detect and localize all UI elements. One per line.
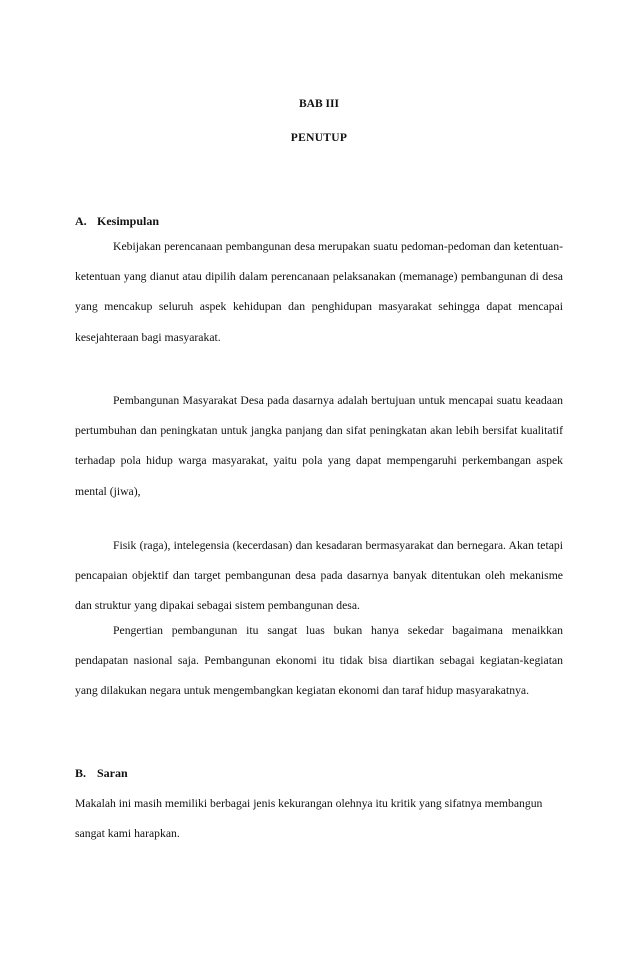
paragraph: Pengertian pembangunan itu sangat luas bukan hanya sekedar bagaimana menaikkan pendapatan nasional saja. Pembangunan ekonomi itu tidak bisa diartikan sebagai kegiatan-kegiatan yang dilakukan negara untuk mengembangkan kegiatan ekonomi dan taraf hidup masyarakatnya. (75, 624, 563, 698)
section-heading-kesimpulan (75, 214, 159, 229)
section-heading-saran (75, 766, 128, 781)
paragraph: Pembangunan Masyarakat Desa pada dasarnya adalah bertujuan untuk mencapai suatu keadaan pertumbuhan dan peningkatan untuk jangka panjang dan sifat peningkatan akan lebih bersifat kualitatif terhadap pola hidup warga masyarakat, yaitu pola yang dapat mempengaruhi perkembangan aspek mental (jiwa), (75, 394, 563, 498)
chapter-title: PENUTUP (290, 132, 348, 144)
section-title: Kesimpulan (97, 214, 160, 228)
section-number: B. (75, 766, 87, 780)
paragraph: Fisik (raga), intelegensia (kecerdasan) dan kesadaran bermasyarakat dan bernegara. Akan tetapi pencapaian objektif dan target pembangunan desa pada dasarnya banyak ditentukan oleh mekanisme dan struktur yang dipakai sebagai sistem pembangunan desa. (75, 539, 563, 613)
section-number: A. (75, 214, 87, 228)
paragraph: Kebijakan perencanaan pembangunan desa merupakan suatu pedoman-pedoman dan ketentuan-ketentuan yang dianut atau dipilih dalam perencanaan pelaksanakan (memanage) pembangunan di desa yang mencakup seluruh aspek kehidupan dan penghidupan masyarakat sehingga dapat mencapai kesejahteraan bagi masyarakat. (75, 240, 563, 344)
saran-paragraph: Makalah ini masih memiliki berbagai jenis kekurangan olehnya itu kritik yang sifatnya membangun sangat kami harapkan. (75, 797, 543, 841)
section-title: Saran (97, 766, 128, 780)
chapter-number: BAB III (299, 98, 339, 110)
